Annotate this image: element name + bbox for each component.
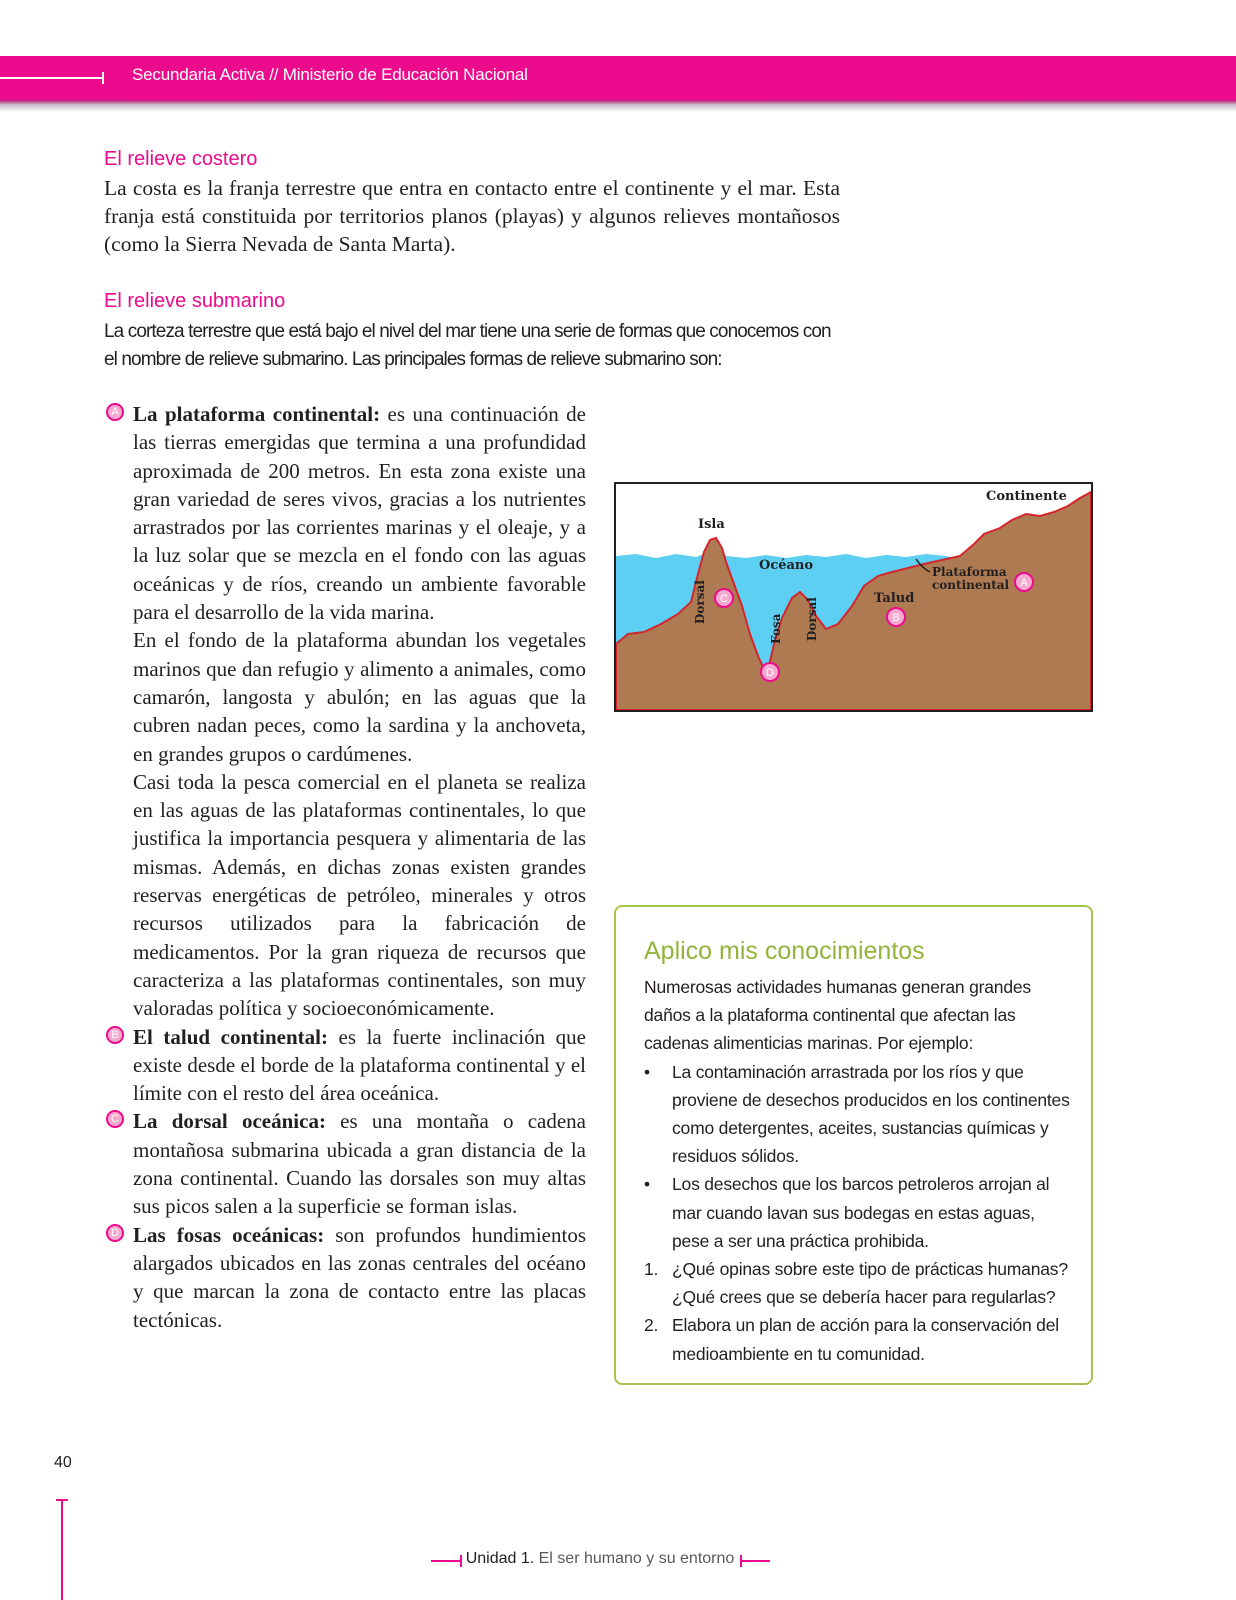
activity-title: Aplico mis conocimientos — [644, 937, 925, 965]
footer — [430, 1550, 770, 1568]
term-talud: El talud continental: — [133, 1024, 328, 1049]
footer-rule-right — [740, 1560, 770, 1562]
heading-relieve-costero: El relieve costero — [104, 148, 258, 170]
header-title: Secundaria Activa // Ministerio de Educación Nacional — [132, 65, 528, 84]
diagram-marker-c — [715, 589, 733, 607]
label-dorsal-right: Dorsal — [805, 597, 819, 641]
header-shadow — [0, 100, 1236, 112]
activity-question — [644, 1255, 1074, 1311]
footer-title: El ser humano y su entorno — [534, 1550, 735, 1567]
marker-c: C — [106, 1110, 124, 1128]
activity-intro: Numerosas actividades humanas generan grandes daños a la plataforma continental que afectan las cadenas alimenticias marinas. Por ejemplo: — [644, 977, 1031, 1054]
heading-relieve-submarino: El relieve submarino — [104, 290, 286, 312]
relief-forms-list — [111, 400, 587, 1334]
label-plataforma-1: Plataforma — [932, 565, 1007, 579]
question-text: Elabora un plan de acción para la conservación del medioambiente en tu comunidad. — [672, 1315, 1059, 1364]
term-dorsal: La dorsal oceánica: — [133, 1109, 326, 1134]
activity-question — [644, 1311, 1074, 1367]
activity-box — [614, 905, 1093, 1385]
paragraph-relieve-costero: La costa es la franja terrestre que entra en contacto entre el continente y el mar. Esta franja está constituida por territorios planos (playas) y algunos relieves montañosos (como la Sierra Nevada de Santa Marta). — [104, 176, 840, 256]
question-number: 2. — [644, 1315, 659, 1336]
label-isla: Isla — [698, 517, 725, 532]
relief-diagram-svg — [616, 484, 1091, 710]
diagram-marker-b — [887, 608, 905, 626]
list-item-dorsal — [111, 1107, 586, 1220]
footer-unit: Unidad 1. — [465, 1550, 535, 1567]
activity-bullet — [644, 1170, 1074, 1255]
paragraph-plataforma-pesca: Casi toda la pesca comercial en el planeta se realiza en las aguas de las plataformas continentales, lo que justifica la importancia pesquera y alimentaria de las mismas. Además, en dichas zonas existen grandes reservas energéticas de petróleo, minerales y otros recursos utilizados para la fabricación de medicamentos. Por la gran riqueza de recursos que caracteriza a las plataformas continentales, son muy valoradas política y socioeconómicamente. — [133, 769, 586, 1021]
submarine-relief-diagram — [614, 482, 1093, 712]
label-plataforma-2: continental — [932, 578, 1010, 592]
list-item-plataforma — [111, 400, 586, 626]
svg-text:B: B — [892, 612, 900, 624]
label-talud: Talud — [874, 591, 915, 606]
svg-text:C: C — [720, 593, 728, 605]
bullet-symbol: • — [644, 1174, 650, 1195]
question-text: ¿Qué opinas sobre este tipo de prácticas humanas? ¿Qué crees que se debería hacer para regularlas? — [672, 1259, 1068, 1308]
bullet-symbol: • — [644, 1061, 650, 1082]
diagram-marker-a — [1015, 573, 1033, 591]
term-plataforma: La plataforma continental: — [133, 402, 381, 426]
label-fosa: Fosa — [769, 613, 783, 644]
list-item-talud — [111, 1023, 587, 1108]
term-fosas: Las fosas oceánicas: — [133, 1222, 325, 1247]
text-dorsal: es una montaña o cadena montañosa submarina ubicada a gran distancia de la zona continental. Cuando las dorsales son muy altas sus picos salen a la superficie se forman islas. — [133, 1109, 586, 1219]
label-oceano: Océano — [759, 558, 814, 573]
paragraph-plataforma-fondo: En el fondo de la plataforma abundan los vegetales marinos que dan refugio y alimento a animales, como camarón, langosta y abulón; en las aguas que la cubren nadan peces, como la sardina y la anchoveta, en grandes grupos o cardúmenes. — [133, 628, 586, 766]
text-fosas: son profundos hundimientos alargados ubicados en las zonas centrales del océano y que marcan la zona de contacto entre las placas tectónicas. — [133, 1222, 586, 1332]
marker-d: D — [106, 1224, 124, 1242]
bullet-text: La contaminación arrastrada por los ríos y que proviene de desechos producidos en los continentes como detergentes, aceites, sustancias químicas y residuos sólidos. — [672, 1061, 1070, 1167]
header-rule — [0, 77, 103, 79]
left-rule — [61, 1499, 63, 1600]
list-item-fosas — [111, 1221, 586, 1334]
footer-rule-right-tick — [740, 1555, 742, 1567]
marker-b: B — [106, 1026, 124, 1044]
header-rule-tick — [102, 72, 104, 84]
label-dorsal-left: Dorsal — [693, 580, 707, 624]
activity-body — [644, 973, 1074, 1368]
svg-text:D: D — [766, 667, 774, 679]
svg-text:A: A — [1020, 577, 1028, 589]
text-talud: es la fuerte inclinación que existe desde el borde de la plataforma continental y el límite con el resto del área oceánica. — [133, 1024, 587, 1106]
marker-a: A — [106, 403, 124, 421]
diagram-marker-d — [761, 663, 779, 681]
question-number: 1. — [644, 1259, 659, 1280]
text-plataforma: es una continuación de las tierras emergidas que termina a una profundidad aproximada de 200 metros. En esta zona existe una gran variedad de seres vivos, gracias a los nutrientes arrastrados por las corrientes marinas y el oleaje, y a la luz solar que se mezcla en el fondo con las aguas oceánicas y de ríos, creando un ambiente favorable para el desarrollo de la vida marina. — [133, 402, 586, 625]
paragraph-relieve-submarino: La corteza terrestre que está bajo el nivel del mar tiene una serie de formas que conocemos con el nombre de relieve submarino. Las principales formas de relieve submarino son: — [104, 321, 831, 370]
page-number: 40 — [54, 1454, 72, 1471]
activity-bullet — [644, 1058, 1074, 1171]
bullet-text: Los desechos que los barcos petroleros arrojan al mar cuando lavan sus bodegas en estas aguas, pese a ser una práctica prohibida. — [672, 1174, 1050, 1251]
label-continente: Continente — [986, 489, 1067, 504]
